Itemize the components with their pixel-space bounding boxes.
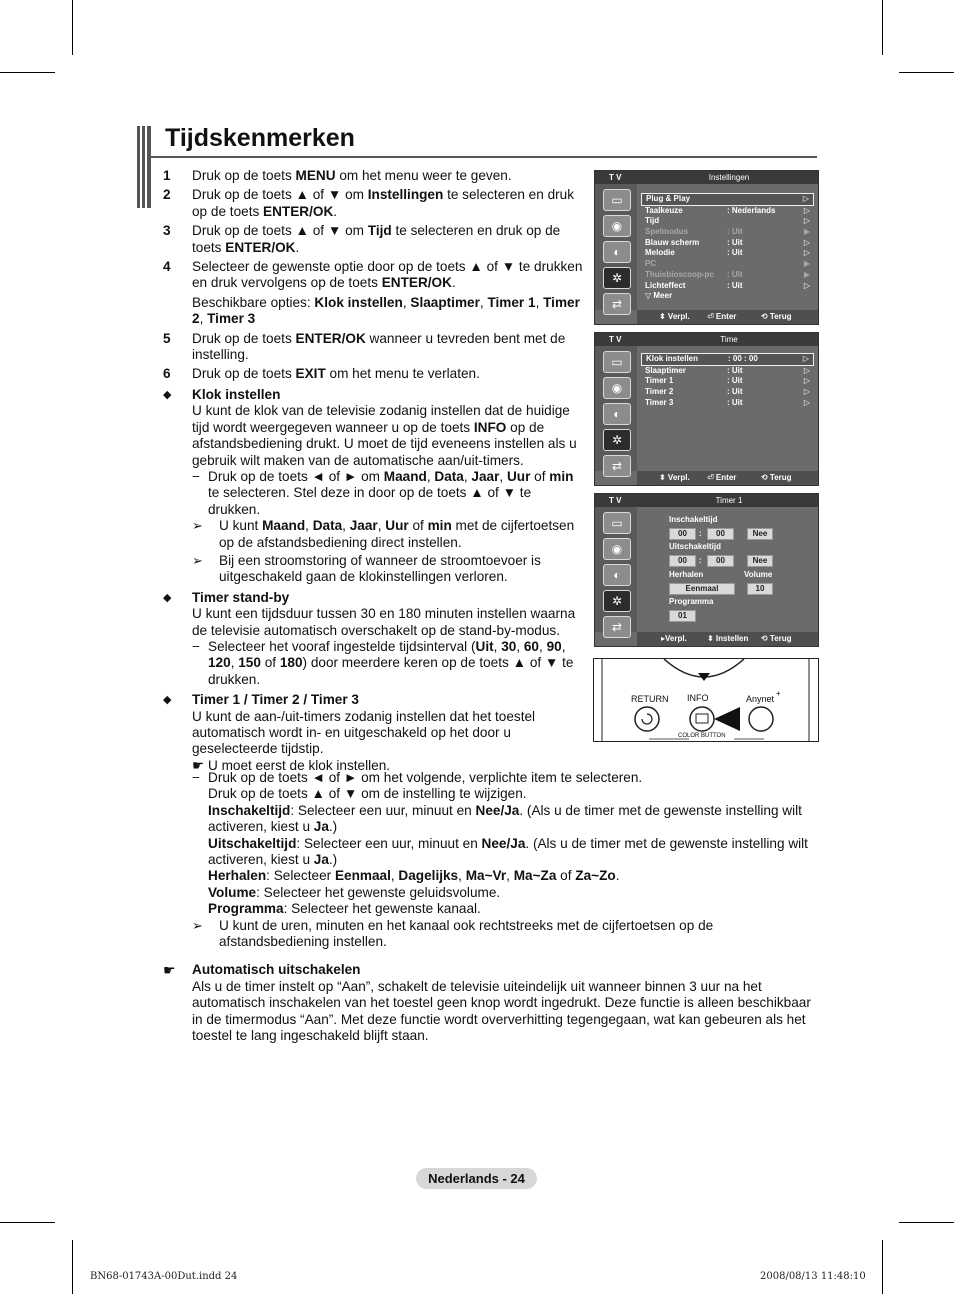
- step-text: Selecteer de gewenste optie door op de toets ▲ of ▼ te drukken en druk vervolgens op de toets ENTER/OK.: [192, 259, 583, 291]
- info-label: INFO: [687, 693, 709, 703]
- program-field[interactable]: 01: [669, 610, 696, 622]
- step-number: 4: [163, 259, 171, 275]
- osd-menu-item[interactable]: ▽ Meer: [645, 291, 673, 301]
- sound-icon: ◉: [603, 538, 631, 560]
- arrow-icon: ➢: [192, 518, 203, 534]
- osd-footer: ⬍ Verpl. ⏎ Enter ⟲ Terug: [637, 471, 818, 485]
- programma-desc: Programma: Selecteer het gewenste kanaal.: [208, 901, 481, 917]
- section-heading: Klok instellen: [192, 386, 281, 402]
- step-item: [163, 168, 587, 184]
- anynet-label: Anynet: [746, 694, 775, 704]
- input-icon: ⇄: [603, 293, 631, 315]
- crop-mark: [882, 0, 883, 55]
- step-number: 1: [163, 168, 171, 183]
- osd-footer: ▸Verpl. ⬍ Instellen ⟲ Terug: [637, 632, 818, 646]
- uitschakeltijd-desc: Uitschakeltijd: Selecteer een uur, minuut en Nee/Ja. (Als u de timer met de gewenste instelling wilt activeren, kiest u Ja.): [208, 835, 808, 868]
- osd-menu-item[interactable]: Melodie : Uit ▷: [645, 248, 810, 258]
- inschakeltijd-desc: Inschakeltijd: Selecteer een uur, minuut en Nee/Ja. (Als u de timer met de gewenste instelling wilt activeren, kiest u Ja.): [208, 802, 802, 835]
- klok-dash: − Druk op de toets ◄ of ► om Maand, Data, Jaar, Uur of min te selecteren. Stel deze in door op de toets ▲ of ▼ te drukken.: [192, 468, 574, 517]
- crop-mark: [0, 72, 55, 73]
- step-item: [163, 187, 587, 220]
- osd-menu-item[interactable]: Taalkeuze : Nederlands ▷: [645, 205, 810, 215]
- osd-instellingen: T V Instellingen ▭ ◉ ◐ ✲ ⇄ Plug & Play ▷ Taalkeuze : Nederlands ▷ Tijd ▷ Spelmodus : Uit ▶ Blauw scherm : Uit ▷ Melodie : Uit ▷ PC ▶ Thuisbioscoop-pc : Uit ▶ Lichteffect : Uit ▷ ▽ Meer ⬍ Verpl. ⏎ Enter ⟲ Terug: [594, 170, 819, 325]
- step-text: Druk op de toets MENU om het menu weer te geven.: [192, 168, 512, 183]
- hand-icon: ☛: [192, 757, 205, 773]
- color-button-label: COLOR BUTTON: [678, 733, 726, 739]
- step-text: Druk op de toets EXIT om het menu te verlaten.: [192, 366, 480, 382]
- crop-mark: [899, 1222, 954, 1223]
- step-item: [163, 259, 587, 292]
- step-number: 3: [163, 223, 171, 239]
- section-heading: Timer stand-by: [192, 589, 290, 605]
- channel-icon: ◐: [603, 241, 631, 263]
- channel-icon: ◐: [603, 403, 631, 425]
- crop-mark: [72, 0, 73, 55]
- diamond-icon: ◆: [163, 694, 172, 707]
- section-auto: [163, 962, 819, 1044]
- setup-icon: ✲: [603, 429, 631, 451]
- setup-icon: ✲: [603, 590, 631, 612]
- sound-icon: ◉: [603, 215, 631, 237]
- crop-mark: [0, 1222, 55, 1223]
- step-text: Druk op de toets ENTER/OK wanneer u tevreden bent met de instelling.: [192, 330, 566, 363]
- yes-no-field[interactable]: Nee: [747, 528, 773, 540]
- sound-icon: ◉: [603, 377, 631, 399]
- osd-menu-item[interactable]: Slaaptimer : Uit ▷: [645, 365, 810, 375]
- picture-icon: ▭: [603, 512, 631, 534]
- klok-note-2: ➢ Bij een stroomstoring of wanneer de stroomtoevoer is uitgeschakeld gaan de klokinstellingen verloren.: [192, 552, 541, 585]
- section-body: U kunt de klok van de televisie zodanig instellen dat de huidige tijd wordt weergegeven wanneer u op de toets INFO op de afstandsbediening drukt. U moet de tijd eveneens instellen als u gebruik wilt maken van de automatische aan/uit-timers.: [192, 403, 577, 468]
- step-item: [163, 366, 587, 382]
- hand-icon: ☛: [163, 962, 176, 979]
- arrow-icon: ➢: [192, 552, 203, 568]
- step-item: [163, 331, 587, 364]
- osd-footer: ⬍ Verpl. ⏎ Enter ⟲ Terug: [637, 310, 818, 324]
- step-text: Druk op de toets ▲ of ▼ om Instellingen te selecteren en druk op de toets ENTER/OK.: [192, 187, 575, 219]
- hour-field[interactable]: 00: [669, 555, 696, 567]
- step4-options: Beschikbare opties: Klok instellen, Slaaptimer, Timer 1, Timer 2, Timer 3: [192, 294, 580, 327]
- herhalen-desc: Herhalen: Selecteer Eenmaal, Dagelijks, Ma~Vr, Ma~Za of Za~Zo.: [208, 868, 620, 884]
- volume-field[interactable]: 10: [747, 583, 773, 595]
- instructions-column: [163, 168, 587, 774]
- osd-menu-item[interactable]: Timer 2 : Uit ▷: [645, 387, 810, 397]
- yes-no-field[interactable]: Nee: [747, 555, 773, 567]
- step-number: 5: [163, 330, 171, 346]
- minute-field[interactable]: 00: [707, 555, 734, 567]
- title-decoration: [137, 126, 151, 208]
- input-icon: ⇄: [603, 455, 631, 477]
- step-number: 2: [163, 187, 171, 203]
- osd-menu-item[interactable]: Spelmodus : Uit ▶: [645, 227, 810, 237]
- remote-illustration: [593, 658, 819, 742]
- section-body: U kunt de aan-/uit-timers zodanig instellen dat het toestel automatisch wordt in- en uitgeschakeld op het door u geselecteerde tijdstip.: [192, 708, 536, 757]
- osd-menu-item[interactable]: Timer 1 : Uit ▷: [645, 376, 810, 386]
- section-heading: Timer 1 / Timer 2 / Timer 3: [192, 692, 359, 708]
- minute-field[interactable]: 00: [707, 528, 734, 540]
- footer-date: 2008/08/13 11:48:10: [760, 1271, 866, 1282]
- diamond-icon: ◆: [163, 591, 172, 604]
- steps-list-2: [163, 331, 587, 383]
- section-body: Als u de timer instelt op “Aan”, schakelt de televisie uiteindelijk uit wanneer binnen 3 uur na het automatisch inschakelen van het toestel geen knop wordt ingedrukt. Deze functie is alleen beschikbaar in de timermodus “Aan”. Met deze functie wordt oververhitting tegengegaan, wat kan gebeuren als het toestel te lang ingeschakeld blijft staan.: [192, 978, 811, 1044]
- osd-menu-item[interactable]: PC ▶: [645, 259, 810, 269]
- osd-menu-item[interactable]: Plug & Play ▷: [641, 193, 814, 206]
- standby-dash: − Selecteer het vooraf ingestelde tijdsinterval (Uit, 30, 60, 90, 120, 150 of 180) door meerdere keren op de toets ▲ of ▼ te drukken.: [192, 638, 574, 687]
- osd-menu-rows: [641, 353, 814, 408]
- osd-menu-item[interactable]: Klok instellen : 00 : 00 ▷: [641, 353, 814, 366]
- title-rule: [151, 156, 817, 158]
- anynet-plus-label: +: [776, 689, 781, 698]
- section-timers: [163, 692, 587, 774]
- input-icon: ⇄: [603, 616, 631, 638]
- step-item: [163, 223, 587, 256]
- osd-menu-item[interactable]: Thuisbioscoop-pc : Uit ▶: [645, 269, 810, 279]
- osd-menu-rows: [641, 193, 814, 302]
- channel-icon: ◐: [603, 564, 631, 586]
- picture-icon: ▭: [603, 351, 631, 373]
- setup-icon: ✲: [603, 267, 631, 289]
- page-number: Nederlands - 24: [416, 1168, 537, 1189]
- crop-mark: [882, 1240, 883, 1294]
- volume-desc: Volume: Selecteer het gewenste geluidsvolume.: [208, 884, 501, 900]
- step-text: Druk op de toets ▲ of ▼ om Tijd te selecteren en druk op de toets ENTER/OK.: [192, 223, 561, 255]
- crop-mark: [72, 1240, 73, 1294]
- klok-note-1: ➢ U kunt Maand, Data, Jaar, Uur of min met de cijfertoetsen op de afstandsbediening direct instellen.: [192, 518, 575, 550]
- section-klok: [163, 387, 587, 469]
- section-body: U kunt een tijdsduur tussen 30 en 180 minuten instellen waarna de televisie automatisch overschakelt op de stand-by-modus.: [192, 606, 576, 638]
- timers-details: − Druk op de toets ◄ of ► om het volgende, verplichte item te selecteren. Druk op de toets ▲ of ▼ om de instelling te wijzigen. Inschakeltijd: Selecteer een uur, minuut en Nee/Ja. (Als u de timer met de gewenste instelling wilt activeren, kiest u Ja.) Uitschakeltijd: Selecteer een uur, minuut en Nee/Ja. (Als u de timer met de gewenste instelling wilt activeren, kiest u Ja.) Herhalen: Selecteer Eenmaal, Dagelijks, Ma~Vr, Ma~Za of Za~Zo. Volume: Selecteer het gewenste geluidsvolume. Programma: Selecteer het gewenste kanaal. ➢ U kunt de uren, minuten en het kanaal ook rechtstreeks met de cijfertoetsen op de afstandsbediening instellen. ☛ Automatisch uitschakelen Als u de timer instelt op “Aan”, schakelt de televisie uiteindelijk uit wanneer binnen 3 uur na het automatisch inschakelen van het toestel geen knop wordt ingedrukt. Deze functie is alleen beschikbaar in de timermodus “Aan”. Met deze functie wordt oververhitting tegengegaan, wat kan gebeuren als het toestel te lang ingeschakeld blijft staan.: [163, 770, 819, 1045]
- timers-note: ➢ U kunt de uren, minuten en het kanaal ook rechtstreeks met de cijfertoetsen op de afstandsbediening instellen.: [192, 917, 714, 950]
- osd-time: T V Time ▭ ◉ ◐ ✲ ⇄ Klok instellen : 00 : 00 ▷ Slaaptimer : Uit ▷ Timer 1 : Uit ▷ Timer 2 : Uit ▷ Timer 3 : Uit ▷ ⬍ Verpl. ⏎ Enter ⟲ Terug: [594, 332, 819, 486]
- section-standby: [163, 590, 587, 639]
- crop-mark: [899, 72, 954, 73]
- hour-field[interactable]: 00: [669, 528, 696, 540]
- osd-menu-item[interactable]: Blauw scherm : Uit ▷: [645, 237, 810, 247]
- osd-menu-item[interactable]: Timer 3 : Uit ▷: [645, 397, 810, 407]
- arrow-icon: ➢: [192, 917, 203, 933]
- section-heading: Automatisch uitschakelen: [192, 962, 361, 978]
- repeat-field[interactable]: Eenmaal: [669, 583, 735, 595]
- osd-timer1: T V Timer 1 ▭ ◉ ◐ ✲ ⇄ Inschakeltijd 00 : 00 Nee Uitschakeltijd 00 : 00 Nee Herhalen Volume Eenmaal 10 Programma 01 ▸Verpl. ⬍ Instellen ⟲ Terug: [594, 493, 819, 647]
- hand-note: U moet eerst de klok instellen.: [207, 757, 391, 773]
- step-number: 6: [163, 366, 171, 382]
- return-label: RETURN: [631, 694, 669, 704]
- osd-menu-item[interactable]: Lichteffect : Uit ▷: [645, 280, 810, 290]
- steps-list: [163, 168, 587, 292]
- footer-file: BN68-01743A-00Dut.indd 24: [90, 1271, 238, 1282]
- diamond-icon: ◆: [163, 388, 172, 401]
- picture-icon: ▭: [603, 189, 631, 211]
- page-title: Tijdskenmerken: [165, 124, 355, 152]
- osd-menu-item[interactable]: Tijd ▷: [645, 216, 810, 226]
